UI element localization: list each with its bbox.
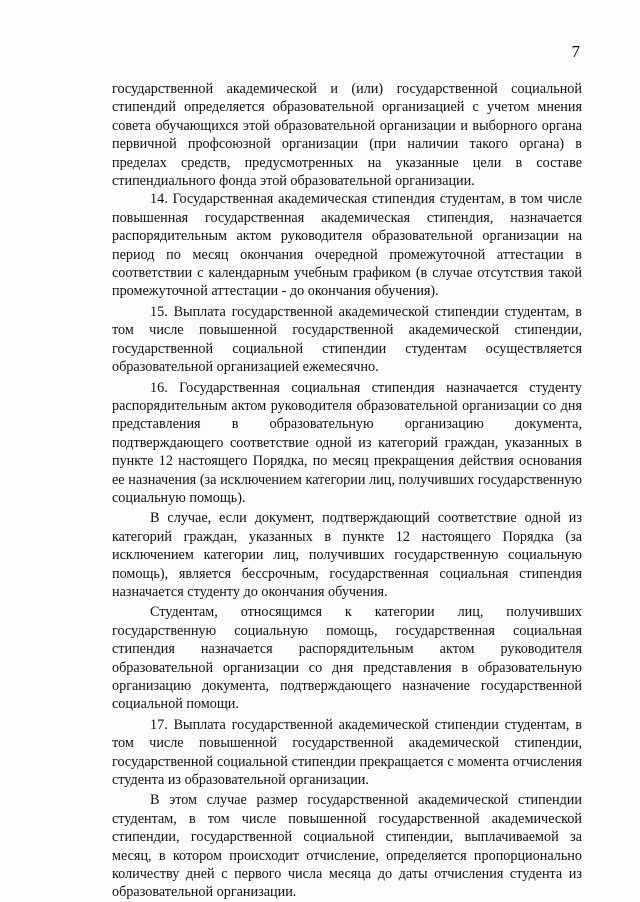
paragraph-item-15: 15. Выплата государственной академической стипендии студентам, в том числе повышенной государственной академической стипендии, государственной социальной стипендии студентам осуществляется образовательной организацией ежемесячно. (112, 303, 582, 376)
paragraph-item-16: 16. Государственная социальная стипендия назначается студенту распорядительным актом руководителя образовательной организации со дня представления в образовательную организацию документа, подтверждающего соответствие одной из категорий граждан, указанных в пункте 12 настоящего Порядка, по месяц прекращения действия основания ее назначения (за исключением категории лиц, получивших государственную социальную помощь). (112, 379, 582, 506)
paragraph-item-14: 14. Государственная академическая стипендия студентам, в том числе повышенная государственная академическая стипендия, назначается распорядительным актом руководителя образовательной организации на период по месяц окончания очередной промежуточной аттестации в соответствии с календарным учебным графиком (в случае отсутствия такой промежуточной аттестации - до окончания обучения). (112, 191, 582, 300)
paragraph-social-assistance: Студентам, относящимся к категории лиц, получивших государственную социальную помощь, государственная социальная стипендия назначается распорядительным актом руководителя образовательной организации со дня представления в образовательную организацию документа, подтверждающего назначение государственной социальной помощи. (112, 604, 582, 713)
paragraph-continuation: государственной академической и (или) государственной социальной стипендий определяется образовательной организацией с учетом мнения совета обучающихся этой образовательной организации и выборного органа первичной профсоюзной организации (при наличии такого органа) в пределах средств, предусмотренных на указанные цели в составе стипендиального фонда этой образовательной организации. (112, 81, 582, 190)
paragraph-item-17: 17. Выплата государственной академической стипендии студентам, в том числе повышенной государственной академической стипендии, государственной социальной стипендии прекращается с момента отчисления студента из образовательной организации. (112, 716, 582, 789)
paragraph-indefinite-document: В случае, если документ, подтверждающий соответствие одной из категорий граждан, указанных в пункте 12 настоящего Порядка (за исключением категории лиц, получивших государственную социальную помощь), является бессрочным, государственная социальная стипендия назначается студенту до окончания обучения. (112, 510, 582, 600)
document-body (112, 80, 582, 902)
page-number: 7 (571, 42, 580, 61)
paragraph-expulsion-amount: В этом случае размер государственной академической стипендии студентам, в том числе повышенной государственной академической стипендии, государственной социальной стипендии, выплачиваемой за месяц, в котором происходит отчисление, определяется пропорционально количеству дней с первого числа месяца до даты отчисления студента из образовательной организации. (112, 792, 582, 901)
